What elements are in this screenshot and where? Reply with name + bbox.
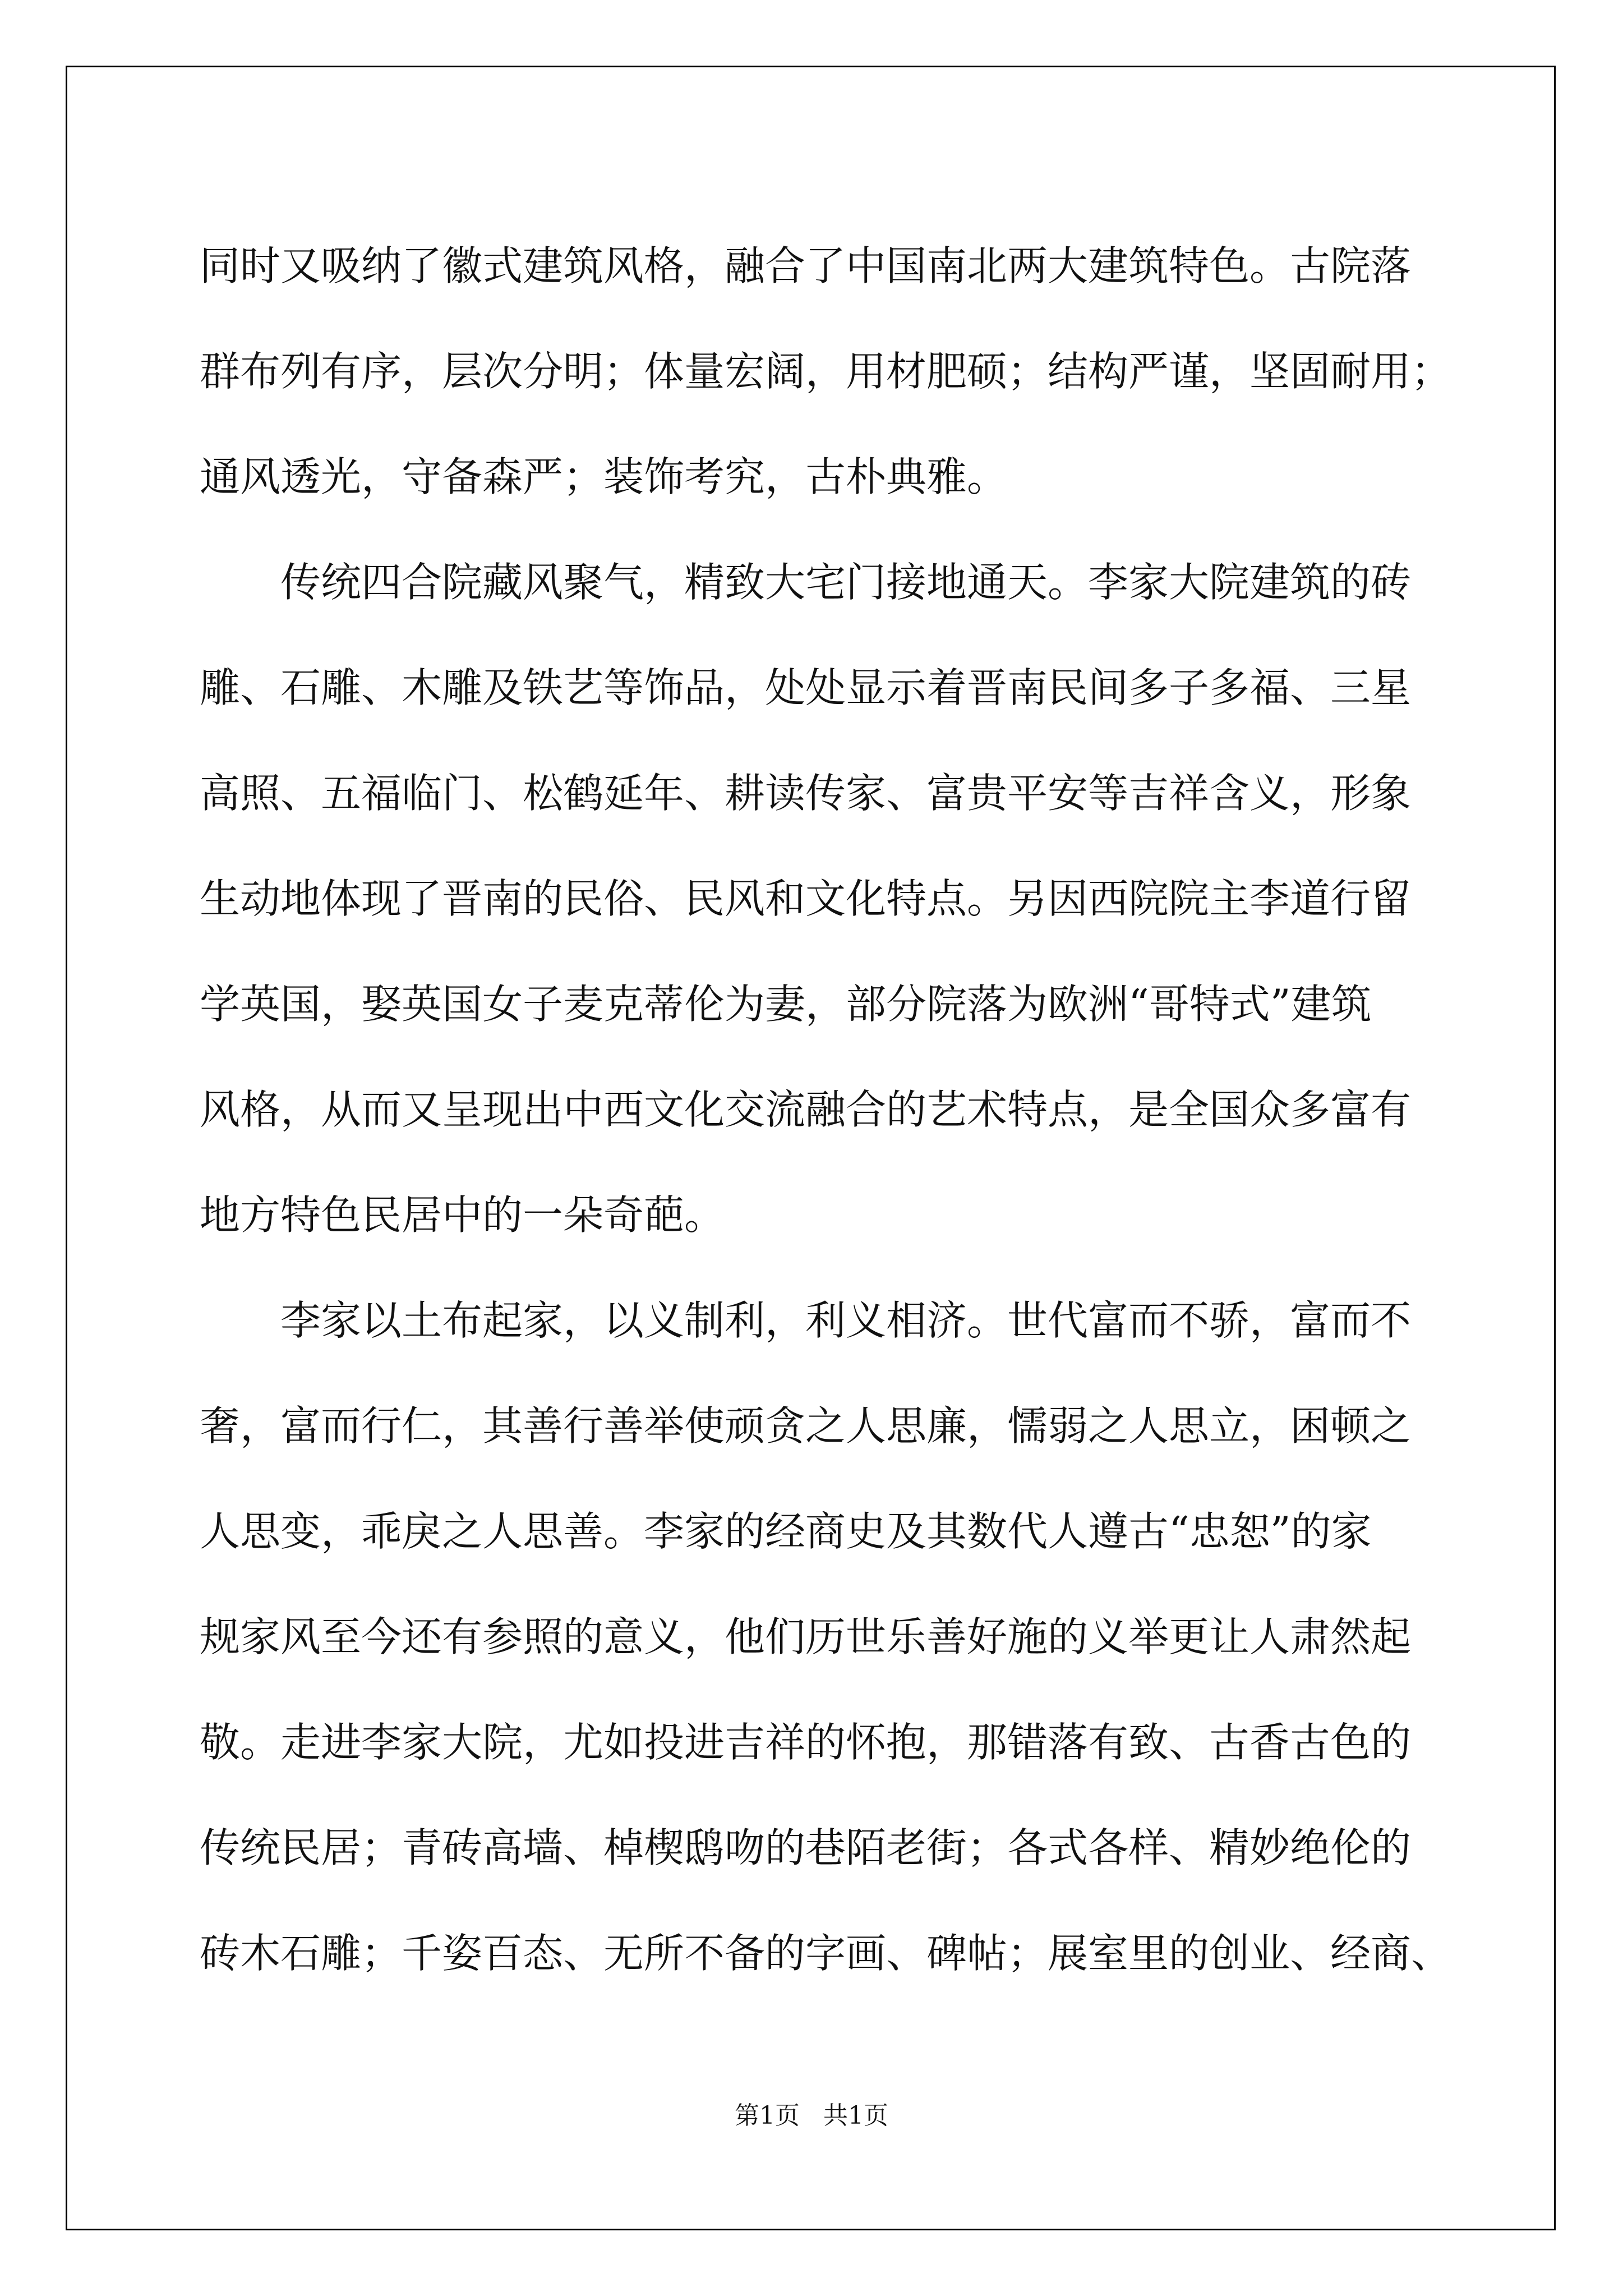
text-line: 地方特色民居中的一朵奇葩。: [200, 1191, 725, 1239]
document-body: [200, 213, 1452, 2006]
text-line: 奢，富而行仁，其善行善举使顽贪之人思廉，懦弱之人思立，困顿之: [200, 1402, 1412, 1450]
text-line: 规家风至今还有参照的意义，他们历世乐善好施的义举更让人肃然起: [200, 1613, 1412, 1660]
text-line: 群布列有序，层次分明；体量宏阔，用材肥硕；结构严谨，坚固耐用；: [200, 348, 1452, 395]
text-line: 高照、五福临门、松鹤延年、耕读传家、富贵平安等吉祥含义，形象: [200, 770, 1412, 817]
page-footer: 第1页 共1页: [735, 2101, 888, 2130]
text-line: 通风透光，守备森严；装饰考究，古朴典雅。: [200, 453, 1008, 500]
text-line: 风格，从而又呈现出中西文化交流融合的艺术特点，是全国众多富有: [200, 1086, 1412, 1133]
text-line: 学英国，娶英国女子麦克蒂伦为妻，部分院落为欧洲“哥特式”建筑: [200, 981, 1372, 1028]
text-line: 同时又吸纳了徽式建筑风格，融合了中国南北两大建筑特色。古院落: [200, 242, 1412, 289]
paragraph-start-line: 传统四合院藏风聚气，精致大宅门接地通天。李家大院建筑的砖: [280, 559, 1412, 606]
text-line: 雕、石雕、木雕及铁艺等饰品，处处显示着晋南民间多子多福、三星: [200, 664, 1412, 711]
text-line: 敬。走进李家大院，尤如投进吉祥的怀抱，那错落有致、古香古色的: [200, 1719, 1412, 1766]
text-line: 传统民居；青砖高墙、棹楔鸱吻的巷陌老街；各式各样、精妙绝伦的: [200, 1824, 1412, 1871]
text-line: 人思变，乖戾之人思善。李家的经商史及其数代人遵古“忠恕”的家: [200, 1508, 1372, 1555]
text-line: 砖木石雕；千姿百态、无所不备的字画、碑帖；展室里的创业、经商、: [200, 1930, 1452, 1977]
paragraph-start-line: 李家以土布起家，以义制利，利义相济。世代富而不骄，富而不: [280, 1297, 1412, 1344]
text-line: 生动地体现了晋南的民俗、民风和文化特点。另因西院院主李道行留: [200, 875, 1412, 922]
